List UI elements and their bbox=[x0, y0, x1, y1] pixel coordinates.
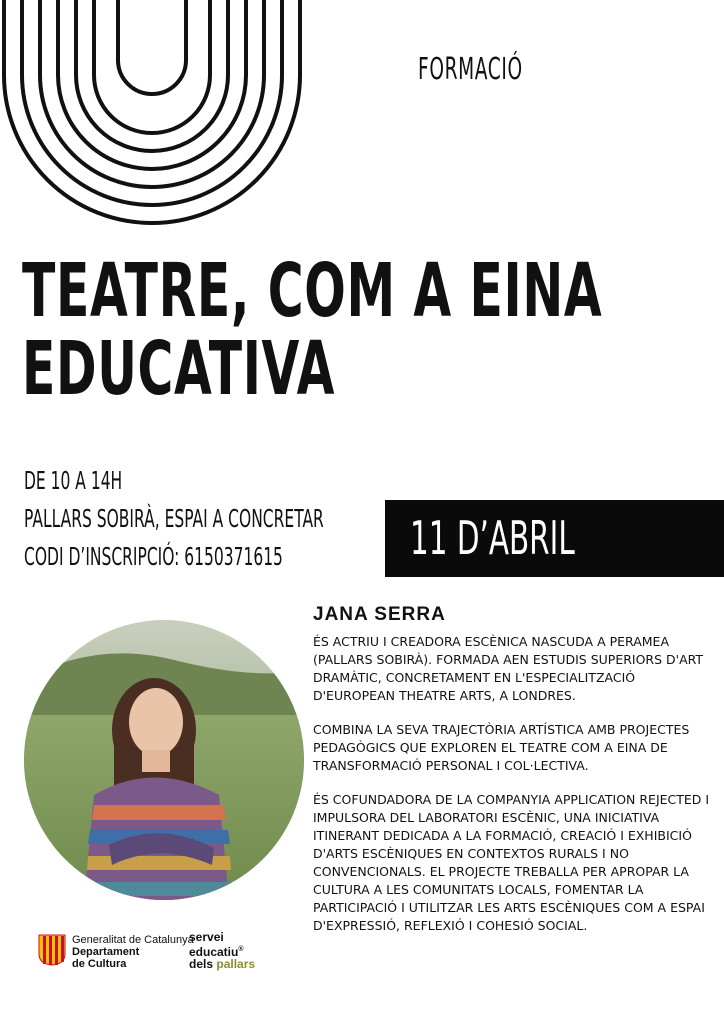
speaker-name: JANA SERRA bbox=[313, 604, 446, 625]
department-name-line-1: Departament bbox=[72, 946, 140, 958]
servei-line-3 bbox=[189, 958, 255, 971]
category-label: FORMACIÓ bbox=[418, 52, 523, 87]
event-schedule: DE 10 A 14H bbox=[24, 466, 123, 495]
servei-educatiu-logo bbox=[189, 931, 255, 971]
servei-educatiu-word: educatiu bbox=[189, 944, 239, 959]
bio-paragraph: COMBINA LA SEVA TRAJECTÒRIA ARTÍSTICA AMB PROJECTES PEDAGÒGICS QUE EXPLOREN EL TEATRE COM A EINA DE TRANSFORMACIÓ PERSONAL I COL·LECTIVA. bbox=[313, 722, 690, 773]
generalitat-logo-icon bbox=[38, 934, 66, 966]
servei-line-2 bbox=[189, 944, 255, 959]
servei-pallars-word: pallars bbox=[216, 957, 256, 971]
department-name-line-2: de Cultura bbox=[72, 958, 127, 970]
event-location: PALLARS SOBIRÀ, ESPAI A CONCRETAR bbox=[24, 504, 324, 533]
event-date: 11 D’ABRIL bbox=[410, 511, 575, 565]
event-title bbox=[22, 248, 616, 412]
event-title-line-2: EDUCATIVA bbox=[22, 326, 336, 412]
event-title-line-1: TEATRE, COM A EINA bbox=[22, 248, 603, 334]
servei-line-1: servei bbox=[189, 930, 224, 944]
event-info bbox=[24, 462, 324, 576]
generalitat-name: Generalitat de Catalunya bbox=[72, 934, 194, 946]
speaker-photo bbox=[24, 620, 304, 900]
registration-code: CODI D’INSCRIPCIÓ: 6150371615 bbox=[24, 542, 283, 571]
registered-mark: ® bbox=[238, 945, 244, 953]
speaker-bio bbox=[313, 633, 715, 951]
generalitat-logo-text bbox=[72, 934, 194, 970]
arch-lines-decoration bbox=[0, 0, 310, 225]
servei-dels-word: dels bbox=[189, 957, 214, 971]
bio-paragraph: ÉS ACTRIU I CREADORA ESCÈNICA NASCUDA A PERAMEA (PALLARS SOBIRÀ). FORMADA AEN ESTUDIS SUPERIORS D'ART DRAMÀTIC, CONCRETAMENT EN L'ESPECIALITZACIÓ D'EUROPEAN THEATRE ARTS, A LONDRES. bbox=[313, 634, 704, 703]
bio-paragraph: ÉS COFUNDADORA DE LA COMPANYIA APPLICATION REJECTED I IMPULSORA DEL LABORATORI ESCÈNIC, UNA INICIATIVA ITINERANT DEDICADA A LA FORMACIÓ, CREACIÓ I EXHIBICIÓ D'ARTS ESCÈNIQUES EN CONTEXTOS RURALS I NO CONVENCIONALS. EL PROJECTE TREBALLA PER APROPAR LA CULTURA A LES COMUNITATS LOCALS, FOMENTAR LA PARTICIPACIÓ I UTILITZAR LES ARTS ESCÈNIQUES COM A ESPAI D'EXPRESSIÓ, REFLEXIÓ I COHESIÓ SOCIAL. bbox=[313, 792, 710, 933]
